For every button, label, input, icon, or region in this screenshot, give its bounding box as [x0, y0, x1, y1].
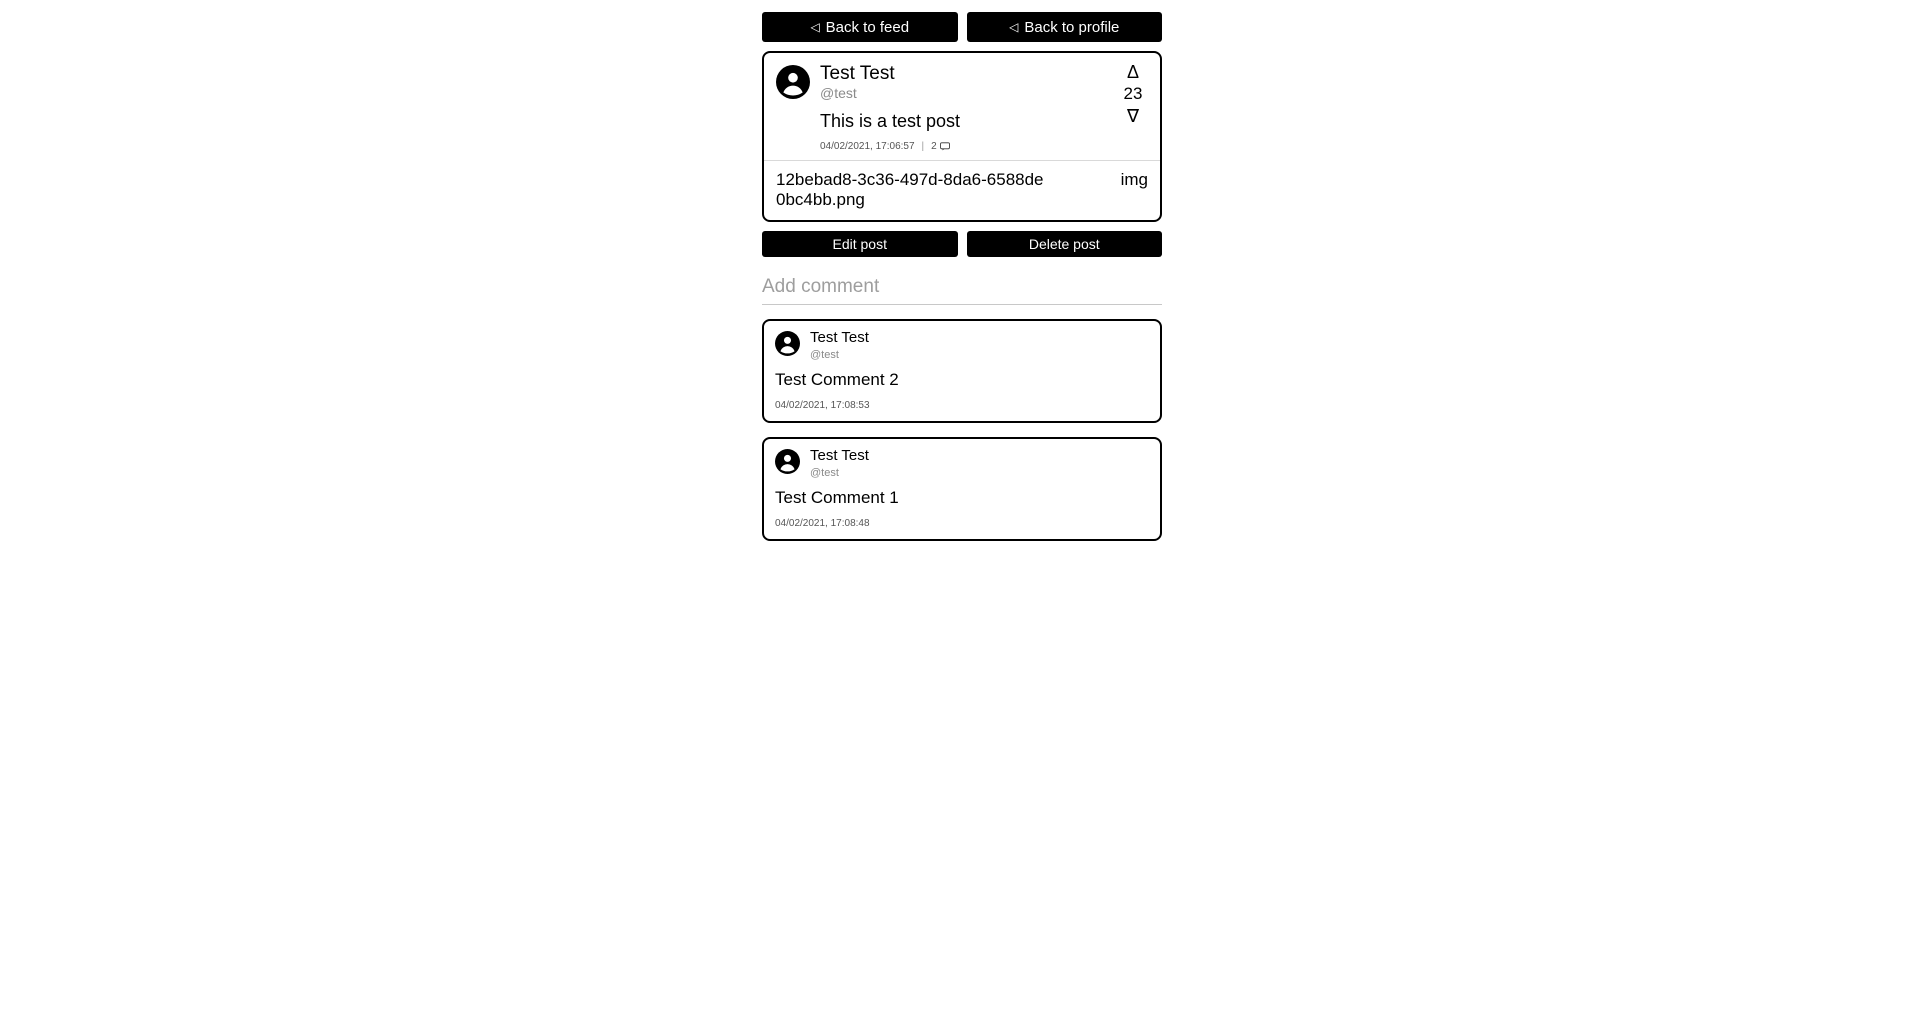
avatar-icon — [775, 331, 800, 356]
meta-separator: | — [921, 140, 925, 152]
comment-author-row — [775, 330, 1149, 361]
comment-timestamp: 04/02/2021, 17:08:48 — [775, 518, 870, 530]
upvote-icon[interactable]: Δ — [1126, 62, 1140, 82]
post-timestamp: 04/02/2021, 17:06:57 — [820, 140, 915, 152]
comment-author-handle: @test — [810, 348, 839, 361]
back-to-profile-label: Back to profile — [1024, 18, 1120, 36]
comment-text: Test Comment 2 — [775, 370, 899, 390]
post-author-names — [820, 63, 1148, 102]
comment-author-names — [810, 330, 869, 361]
back-to-feed-label: Back to feed — [825, 18, 910, 36]
post-comment-count-value: 2 — [931, 140, 937, 152]
attachment-type-label: img — [1120, 169, 1148, 189]
post-comment-count — [931, 141, 950, 152]
add-comment-input[interactable] — [762, 274, 1162, 305]
post-text: This is a test post — [820, 110, 961, 131]
avatar-icon — [776, 65, 810, 99]
list-item — [762, 319, 1162, 423]
comment-author-name: Test Test — [810, 447, 869, 465]
attachment-filename-link[interactable]: 12bebad8-3c36-497d-8da6-6588de0bc4bb.png — [776, 169, 1044, 209]
comment-icon — [940, 142, 950, 151]
post-author-name: Test Test — [820, 63, 895, 84]
post-author-row — [776, 63, 1148, 152]
post-actions-row — [762, 231, 1162, 257]
comment-author-handle: @test — [810, 466, 839, 479]
post-detail-column — [762, 12, 1162, 541]
comment-author-row — [775, 448, 1149, 479]
avatar-icon — [775, 449, 800, 474]
post-meta-row — [820, 141, 1148, 152]
vote-score: 23 — [1123, 84, 1143, 103]
downvote-icon[interactable]: ∇ — [1126, 106, 1140, 126]
delete-post-button[interactable]: Delete post — [967, 231, 1163, 257]
list-item — [762, 437, 1162, 541]
back-arrow-icon: ◁ — [810, 20, 820, 34]
post-card — [762, 51, 1162, 222]
comment-author-name: Test Test — [810, 329, 869, 347]
post-author-handle: @test — [820, 85, 857, 102]
navigation-bar — [762, 12, 1162, 42]
back-arrow-icon: ◁ — [1009, 20, 1019, 34]
post-body — [820, 63, 1148, 152]
comment-list — [762, 319, 1162, 541]
edit-post-button[interactable]: Edit post — [762, 231, 958, 257]
back-to-profile-button[interactable] — [967, 12, 1163, 42]
comment-author-names — [810, 448, 869, 479]
comment-text: Test Comment 1 — [775, 488, 899, 508]
comment-timestamp: 04/02/2021, 17:08:53 — [775, 400, 870, 412]
post-main — [764, 53, 1160, 160]
vote-column — [1116, 63, 1150, 125]
post-attachment-row — [764, 160, 1160, 220]
back-to-feed-button[interactable] — [762, 12, 958, 42]
